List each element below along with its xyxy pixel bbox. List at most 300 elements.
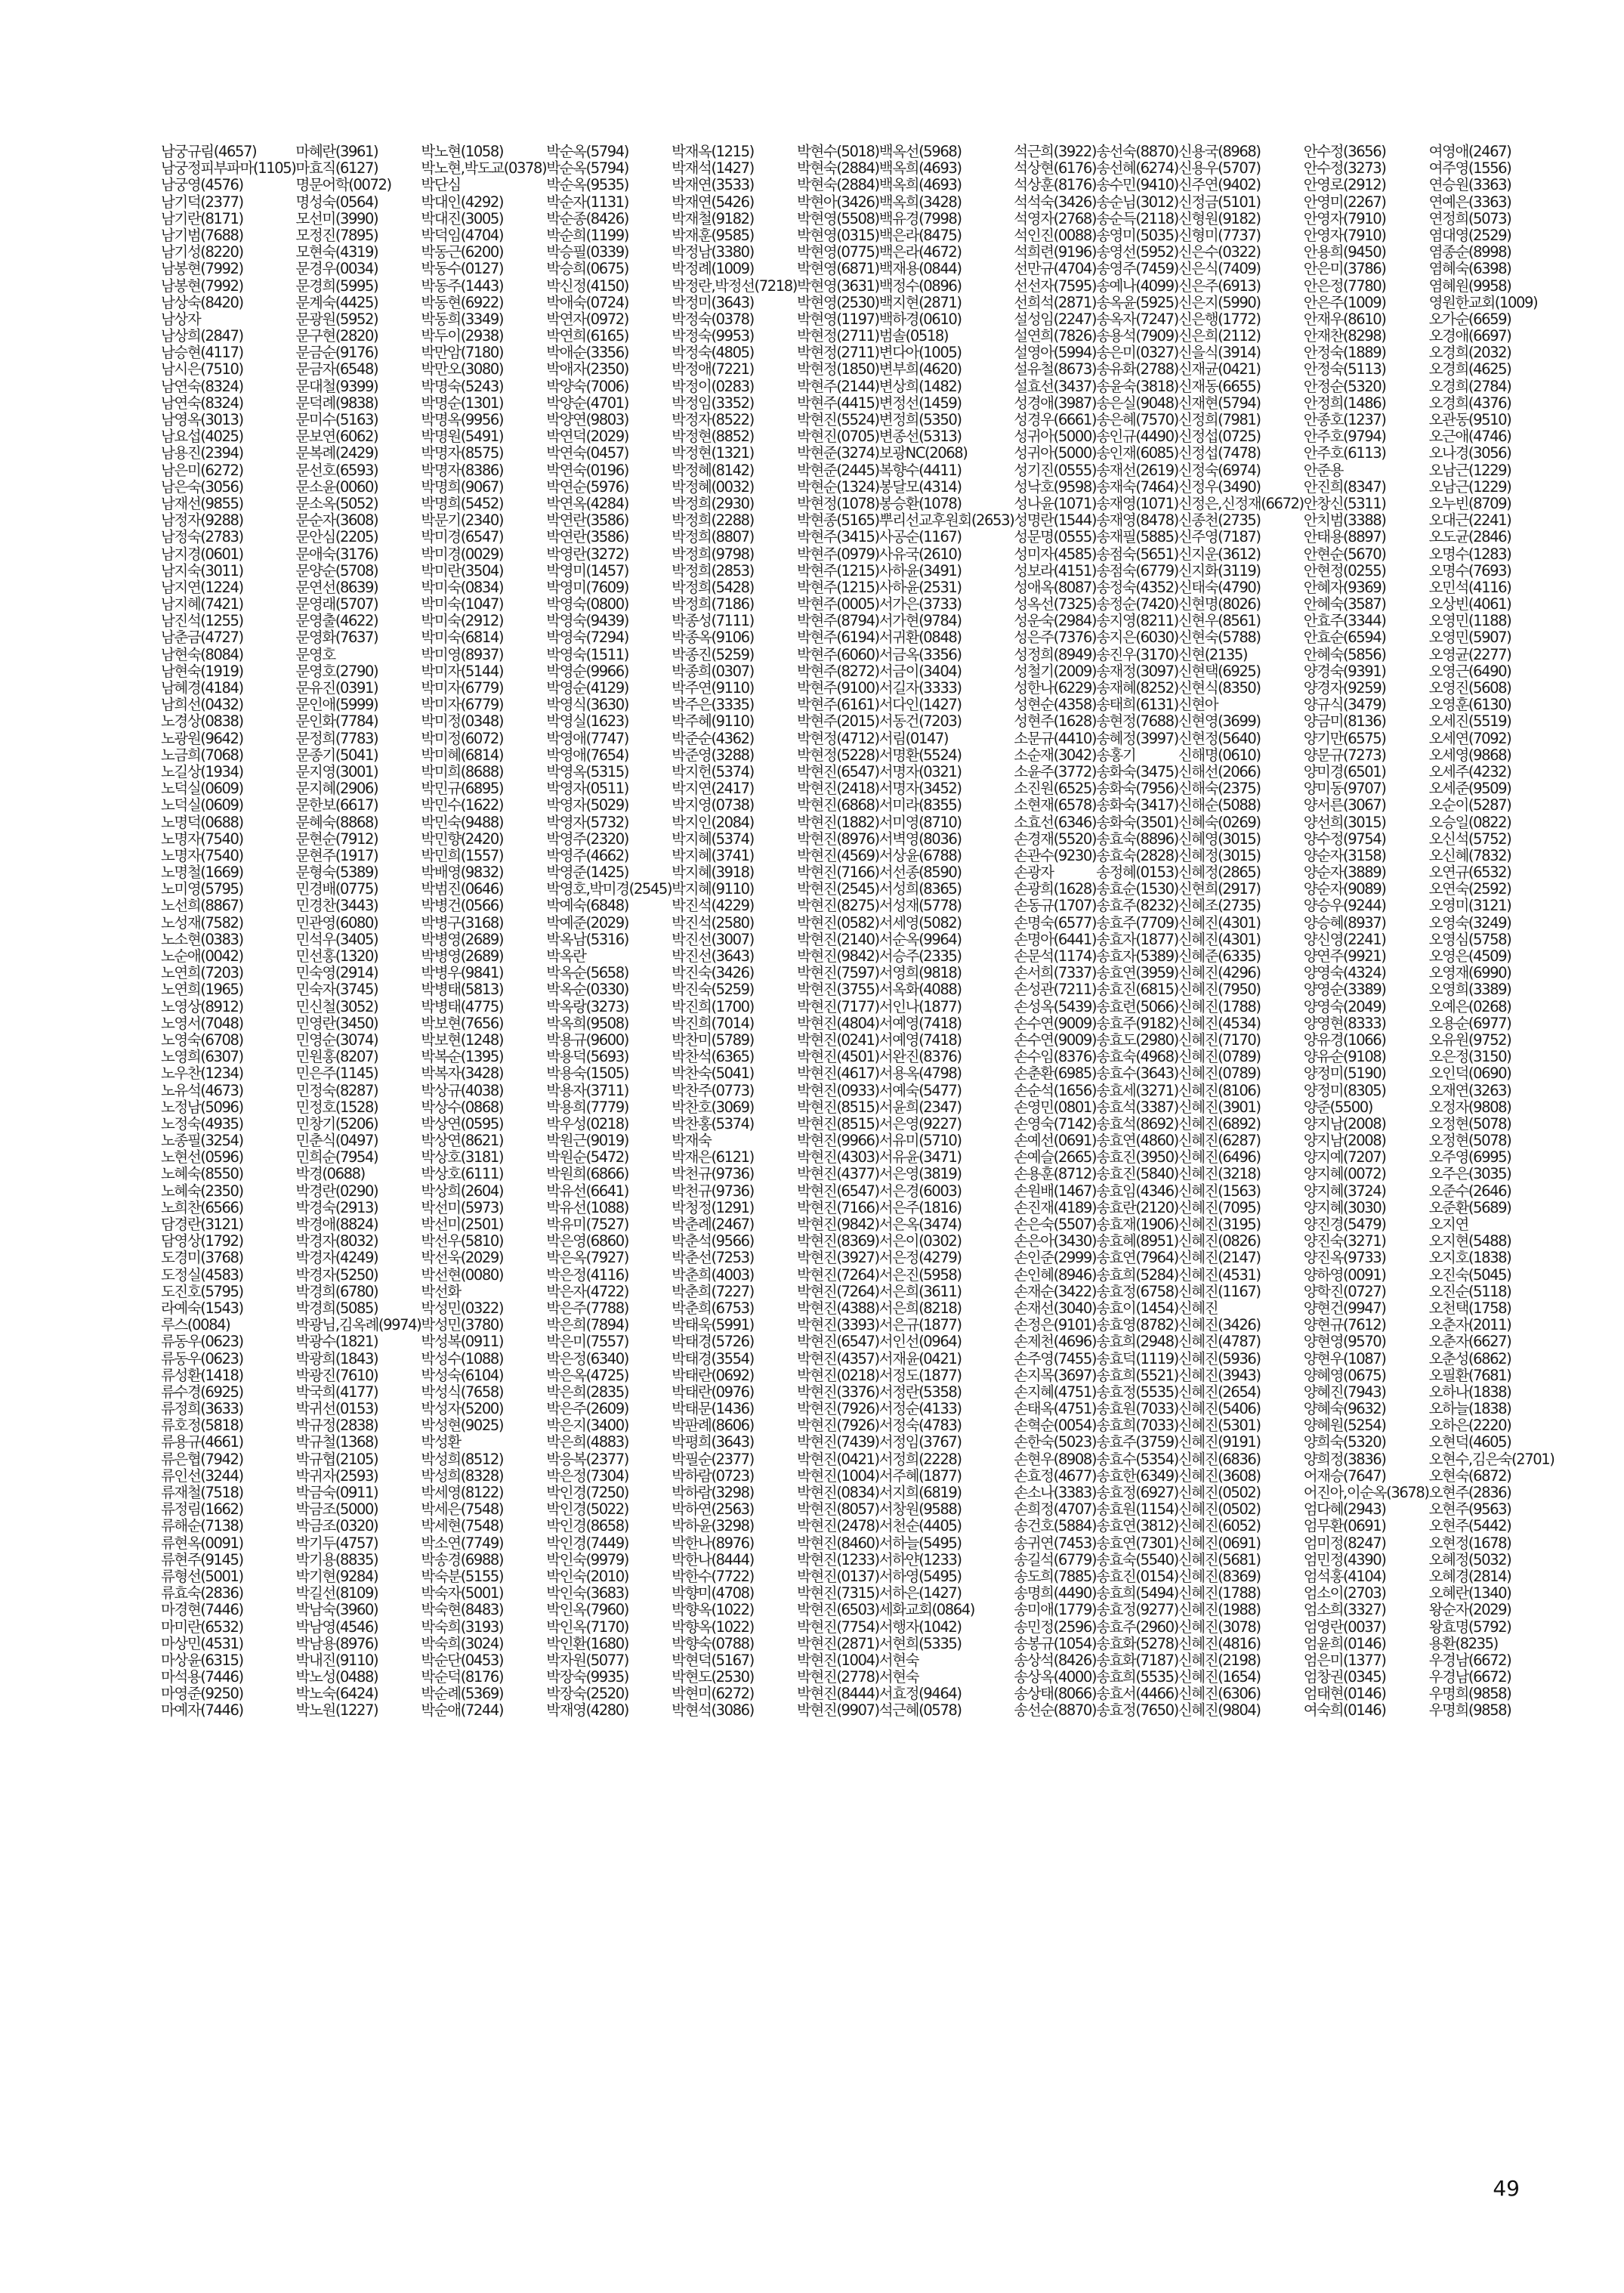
name-entry: 설성임(2247) [1014,310,1097,328]
name-entry: 송효연(3812) [1096,1517,1178,1535]
name-entry: 설효선(3437) [1014,377,1097,395]
donor-name-list [161,143,1555,1720]
name-entry: 박미혜(6814) [421,746,504,764]
name-entry: 박태경(5726) [672,1333,754,1351]
name-entry: 박진숙(5259) [672,981,754,999]
name-entry: 성귀아(5000) [1014,428,1097,446]
name-entry: 서하영(5495) [878,1567,962,1585]
name-entry: 송윤숙(3818) [1096,377,1178,395]
name-entry: 남은숙(3056) [161,477,243,496]
name-entry: 서인나(1877) [878,997,962,1015]
name-entry: 남현숙(8084) [161,645,243,663]
name-entry: 박양연(9803) [546,411,629,428]
name-entry: 박은정(4116) [546,1265,629,1284]
name-entry: 박배영(9832) [421,864,504,882]
name-entry: 안정희(1486) [1303,394,1386,412]
name-entry: 양유경(1066) [1303,1031,1386,1049]
name-entry: 사하윤(2531) [878,578,962,596]
name-entry: 노금희(7068) [161,746,243,764]
name-entry: 남지혜(7421) [161,595,243,613]
name-entry: 양금미(8136) [1303,712,1386,731]
name-entry: 박미자(6779) [421,696,504,714]
name-entry: 손지목(3697) [1014,1366,1097,1384]
name-entry: 서하늘(5495) [878,1534,962,1552]
name-entry: 송재선(2619) [1096,461,1178,479]
name-entry: 손광자 [1014,864,1054,882]
name-entry: 오영재(6990) [1428,964,1511,982]
name-entry: 오지호(1838) [1428,1249,1511,1267]
name-entry: 박찬숙(5041) [672,1065,754,1083]
name-entry: 박지인(2084) [672,813,754,831]
name-entry: 박우성(0218) [546,1114,629,1133]
name-entry: 신혜진(4787) [1178,1333,1261,1351]
name-entry: 서벽영(8036) [878,830,962,848]
name-entry: 박세영(8122) [421,1484,504,1501]
name-entry: 박남영(4546) [295,1618,378,1636]
name-entry: 석석숙(3426) [1014,193,1097,211]
name-entry: 박숙분(5155) [421,1567,504,1585]
name-entry: 박은미(7557) [546,1333,629,1351]
name-entry: 박청정(1291) [672,1198,754,1216]
name-entry: 엄무환(0691) [1303,1517,1386,1535]
name-entry: 박현진(9966) [797,1132,879,1150]
name-entry: 소문규(4410) [1014,729,1097,747]
name-entry: 박현주(9100) [797,679,879,697]
name-entry: 박연옥(4284) [546,494,629,512]
name-entry: 박병건(0566) [421,897,504,915]
name-entry: 박주은(3335) [672,696,754,714]
name-entry: 박태란(0976) [672,1383,754,1401]
name-entry: 박정숙(9953) [672,327,754,345]
name-entry: 박현진(7926) [797,1400,879,1418]
name-entry: 보광NC(2068) [878,444,968,462]
name-entry: 신혜진(0789) [1178,1048,1261,1066]
name-entry: 박영란(3272) [546,545,629,563]
name-entry: 오영은(4509) [1428,947,1511,965]
name-entry: 문양순(5708) [295,561,378,579]
name-entry: 오승일(0822) [1428,813,1511,831]
name-entry: 송진우(3170) [1096,645,1178,663]
name-entry: 박은지(3400) [546,1417,629,1435]
name-entry: 박경숙(2913) [295,1198,378,1216]
name-entry: 박찬홍(5374) [672,1114,754,1133]
name-entry: 박현정(2711) [797,344,879,362]
name-entry: 서세영(5082) [878,913,962,932]
name-entry: 박현진(8515) [797,1098,879,1116]
name-entry: 박은희(7894) [546,1316,629,1334]
name-entry: 송유화(2788) [1096,360,1178,379]
name-entry: 송효영(8782) [1096,1316,1178,1334]
name-entry: 문덕례(9838) [295,394,378,412]
name-entry: 박병구(3168) [421,913,504,932]
name-entry: 문현순(7912) [295,830,378,848]
name-entry: 박현진(4303) [797,1148,879,1167]
name-entry: 송효희(5521) [1096,1366,1178,1384]
name-entry: 박평희(3643) [672,1433,754,1451]
name-entry: 박영실(1623) [546,712,629,731]
name-entry: 송효원(7033) [1096,1400,1178,1418]
name-entry: 노명자(7540) [161,846,243,864]
name-entry: 민영순(3074) [295,1031,378,1049]
name-entry: 박현진(1004) [797,1466,879,1485]
name-entry: 박현진(2545) [797,880,879,898]
name-entry: 오하나(1838) [1428,1383,1511,1401]
name-entry: 성낙호(9598) [1014,477,1097,496]
name-entry: 박상수(0868) [421,1098,504,1116]
name-entry: 박보현(1248) [421,1031,504,1049]
name-entry: 명문어학(0072) [295,176,391,194]
name-entry: 박원희(6866) [546,1165,629,1183]
name-entry: 박동수(0127) [421,260,504,278]
name-entry: 박연순(5976) [546,477,629,496]
name-entry: 성귀아(5000) [1014,444,1097,462]
name-entry: 양지남(2008) [1303,1114,1386,1133]
name-entry: 왕효명(5792) [1428,1618,1511,1636]
name-entry: 신현희(2917) [1178,880,1261,898]
name-entry: 문소옥(5052) [295,494,378,512]
name-entry: 신혜진(1788) [1178,997,1261,1015]
name-entry: 송효석(3387) [1096,1098,1178,1116]
name-entry: 안은주(1009) [1303,293,1386,311]
name-entry: 민정호(1528) [295,1098,378,1116]
name-entry: 신혜조(2735) [1178,897,1261,915]
name-entry: 양유순(9108) [1303,1048,1386,1066]
name-entry: 박하람(0723) [672,1466,754,1485]
name-entry: 박미영(8937) [421,645,504,663]
name-entry: 서지희(6819) [878,1484,962,1501]
name-entry: 박순종(8426) [546,209,629,227]
name-entry: 안혜숙(5856) [1303,645,1386,663]
name-entry: 박현영(5508) [797,209,879,227]
name-entry: 문애숙(3176) [295,545,378,563]
name-entry: 서은이(0302) [878,1232,962,1250]
name-entry: 신현숙(5788) [1178,629,1261,647]
name-entry: 박노현,박도교(0378) [421,159,547,178]
name-entry: 남지경(0601) [161,545,243,563]
name-entry: 양경자(9259) [1303,679,1386,697]
name-entry: 서길자(3333) [878,679,962,697]
name-entry: 손원배(1467) [1014,1182,1097,1200]
name-entry: 사유국(2610) [878,545,962,563]
name-entry: 박자원(5077) [546,1651,629,1669]
name-entry: 노영서(7048) [161,1014,243,1032]
name-entry: 신혜진(2654) [1178,1383,1261,1401]
name-entry: 신주연(9402) [1178,176,1261,194]
name-entry: 손수연(9009) [1014,1014,1097,1032]
name-entry: 손인혜(8946) [1014,1265,1097,1284]
name-entry: 손진재(4189) [1014,1198,1097,1216]
name-entry: 신혜진(1654) [1178,1668,1261,1686]
name-entry: 양혜숙(9632) [1303,1400,1386,1418]
name-entry: 서예영(7418) [878,1031,962,1049]
name-entry: 송효주(2960) [1096,1618,1178,1636]
name-entry: 박숙현(8483) [421,1601,504,1619]
name-entry: 어진아,이순옥(3678) [1303,1484,1429,1501]
name-entry: 안은정(7780) [1303,277,1386,295]
name-entry: 서선종(8590) [878,864,962,882]
name-entry: 손제천(4696) [1014,1333,1097,1351]
name-entry: 오민석(4116) [1428,578,1511,596]
name-entry: 오지현(5488) [1428,1232,1511,1250]
name-entry: 박양숙(7006) [546,377,629,395]
name-entry: 송재정(3097) [1096,662,1178,680]
name-entry: 안재찬(8298) [1303,327,1386,345]
name-entry: 박현진(2478) [797,1517,879,1535]
name-entry: 박현숙(2884) [797,159,879,178]
name-entry: 안주호(6113) [1303,444,1386,462]
name-entry: 송홍기 [1096,746,1136,764]
name-entry: 박정희(8807) [672,528,754,546]
name-entry: 신혜진(5681) [1178,1550,1261,1568]
name-entry: 마경현(7446) [161,1601,243,1619]
name-entry: 박현진(7264) [797,1282,879,1300]
name-entry: 신혜진(0502) [1178,1484,1261,1501]
name-entry: 신혜진(3608) [1178,1466,1261,1485]
name-entry: 손성관(7211) [1014,981,1097,999]
name-entry: 신혜진(6052) [1178,1517,1261,1535]
name-entry: 박향미(4708) [672,1584,754,1602]
name-entry: 박현정(1850) [797,360,879,379]
name-entry: 박천규(9736) [672,1182,754,1200]
name-entry: 송재영(8478) [1096,511,1178,530]
name-entry: 오춘성(6862) [1428,1349,1511,1367]
name-entry: 박소연(7749) [421,1534,504,1552]
name-entry: 문정희(7783) [295,729,378,747]
name-entry: 류효숙(2836) [161,1584,243,1602]
name-entry: 문영출(4622) [295,612,378,630]
name-entry: 박규철(1368) [295,1433,378,1451]
name-entry: 남지연(1224) [161,578,243,596]
name-entry: 박명자(8386) [421,461,504,479]
name-entry: 송효자(1877) [1096,930,1178,948]
name-entry: 박미숙(6814) [421,629,504,647]
name-entry: 양서른(3067) [1303,796,1386,814]
name-entry: 엄소이(2703) [1303,1584,1386,1602]
name-entry: 송효연(7964) [1096,1249,1178,1267]
name-entry: 박민희(1557) [421,846,504,864]
name-entry: 양기만(6575) [1303,729,1386,747]
name-entry: 박보현(7656) [421,1014,504,1032]
name-entry: 손재선(3040) [1014,1299,1097,1317]
name-entry: 송효석(8692) [1096,1114,1178,1133]
name-entry: 신혜진(7950) [1178,981,1261,999]
name-entry: 박선우(5810) [421,1232,504,1250]
name-entry: 신혜진(1167) [1178,1282,1261,1300]
name-entry: 안혜자(9369) [1303,578,1386,596]
name-entry: 신정섭(7478) [1178,444,1261,462]
name-entry: 박옥남(5316) [546,930,629,948]
name-entry: 박정이(0283) [672,377,754,395]
name-entry: 박인숙(3683) [546,1584,629,1602]
name-entry: 손문석(1174) [1014,947,1097,965]
name-entry: 박은정(6340) [546,1349,629,1367]
name-entry: 남진석(1255) [161,612,243,630]
name-entry: 문영호 [295,645,335,663]
name-entry: 박성민(0322) [421,1299,504,1317]
name-entry: 박대진(3005) [421,209,504,227]
name-entry: 성애옥(8087) [1014,578,1097,596]
name-entry: 양수정(9754) [1303,830,1386,848]
name-entry: 서완진(8376) [878,1048,962,1066]
name-entry: 박경희(5085) [295,1299,378,1317]
name-entry: 남봉현(7992) [161,260,243,278]
name-entry: 박현진(7315) [797,1584,879,1602]
name-entry: 손영숙(7142) [1014,1114,1097,1133]
name-entry: 마혜란(3961) [295,143,378,160]
name-entry: 양승혜(8937) [1303,913,1386,932]
name-entry: 송효숙(4968) [1096,1048,1178,1066]
name-entry: 박미숙(2912) [421,612,504,630]
name-entry: 양미경(6501) [1303,762,1386,780]
name-entry: 박찬석(6365) [672,1048,754,1066]
name-entry: 박순자(1131) [546,193,629,211]
name-entry: 염혜숙(6398) [1428,260,1511,278]
name-entry: 박영주(2320) [546,830,629,848]
name-entry: 담영상(1792) [161,1232,243,1250]
name-entry: 오현수,김은숙(2701) [1428,1450,1555,1468]
name-entry: 문종기(5041) [295,746,378,764]
name-entry: 백은라(4672) [878,243,962,261]
name-entry: 안영미(2267) [1303,193,1386,211]
name-column [296,144,421,1720]
name-entry: 송귀연(7453) [1014,1534,1097,1552]
name-column [1304,144,1429,1720]
name-entry: 민숙영(2914) [295,964,378,982]
name-entry: 박한나(8444) [672,1550,754,1568]
name-entry: 서정숙(4783) [878,1417,962,1435]
name-entry: 오영숙(3249) [1428,913,1511,932]
name-entry: 신현우(8561) [1178,612,1261,630]
name-entry: 안혜숙(3587) [1303,595,1386,613]
name-entry: 박지혜(9110) [672,880,754,898]
name-entry: 오세준(9509) [1428,780,1511,798]
name-entry: 박미숙(0834) [421,578,504,596]
name-entry: 신혜진(3426) [1178,1316,1261,1334]
name-entry: 박현진(7597) [797,964,879,982]
name-entry: 송점숙(5651) [1096,545,1178,563]
name-entry: 손명아(6441) [1014,930,1097,948]
name-entry: 손춘환(6985) [1014,1065,1097,1083]
name-entry: 송수민(9410) [1096,176,1178,194]
name-entry: 노소현(0383) [161,930,243,948]
name-entry: 박경애(8824) [295,1216,378,1233]
name-entry: 서현숙 [878,1668,919,1686]
name-entry: 오영진(5608) [1428,679,1511,697]
name-entry: 박은정(7304) [546,1466,629,1485]
name-entry: 노경상(0838) [161,712,243,731]
name-entry: 박춘선(7253) [672,1249,754,1267]
name-entry: 박연자(0972) [546,310,629,328]
name-entry: 박성민(3780) [421,1316,504,1334]
name-entry: 박선화 [421,1282,461,1300]
name-entry: 서명자(3452) [878,780,962,798]
name-entry: 박준순(4362) [672,729,754,747]
name-entry: 엄다혜(2943) [1303,1500,1386,1519]
name-entry: 손효정(4677) [1014,1466,1097,1485]
name-entry: 안재우(8610) [1303,310,1386,328]
name-entry: 신지운(3612) [1178,545,1261,563]
name-entry: 박순희(1199) [546,226,629,244]
name-entry: 엄석홍(4104) [1303,1567,1386,1585]
name-entry: 박귀선(0153) [295,1400,378,1418]
name-entry: 라예숙(1543) [161,1299,243,1317]
name-entry: 신혜진(1788) [1178,1584,1261,1602]
name-entry: 박민규(6895) [421,780,504,798]
name-entry: 박미희(8688) [421,762,504,780]
name-entry: 신을식(3914) [1178,344,1261,362]
name-entry: 성한나(6229) [1014,679,1097,697]
name-entry: 남상숙(8420) [161,293,243,311]
name-entry: 소윤주(3772) [1014,762,1097,780]
name-entry: 송현정(7688) [1096,712,1178,731]
name-entry: 박정숙(4805) [672,344,754,362]
name-entry: 설연희(7826) [1014,327,1097,345]
name-entry: 소현재(6578) [1014,796,1097,814]
name-entry: 신혜진(0789) [1178,1065,1261,1083]
name-entry: 엄윤희(0146) [1303,1634,1386,1652]
name-entry: 류동우(0623) [161,1333,243,1351]
name-entry: 박광수(1821) [295,1333,378,1351]
name-entry: 박현진(4804) [797,1014,879,1032]
name-entry: 신혜진(6287) [1178,1132,1261,1150]
name-entry: 송효련(5066) [1096,997,1178,1015]
name-entry: 오유원(9752) [1428,1031,1511,1049]
name-entry: 성철기(2009) [1014,662,1097,680]
name-entry: 박지혜(3741) [672,846,754,864]
name-entry: 신정희(7981) [1178,411,1261,428]
name-entry: 박현진(1004) [797,1651,879,1669]
name-entry: 박영숙(9439) [546,612,629,630]
name-entry: 오나경(3056) [1428,444,1511,462]
name-entry: 박옥란 [546,947,586,965]
name-entry: 손은아(3430) [1014,1232,1097,1250]
name-entry: 박선현(0080) [421,1265,504,1284]
name-entry: 백옥희(4693) [878,176,962,194]
name-entry: 서정도(1877) [878,1366,962,1384]
name-entry: 박송경(6988) [421,1550,504,1568]
name-entry: 오영미(3121) [1428,897,1511,915]
name-entry: 사공순(1167) [878,528,962,546]
name-entry: 남연숙(8324) [161,394,243,412]
name-entry: 신은희(2112) [1178,327,1261,345]
name-column [546,144,672,1720]
name-entry: 오인덕(0690) [1428,1065,1511,1083]
name-entry: 안준용 [1303,461,1344,479]
name-entry: 석상훈(8176) [1014,176,1097,194]
name-entry: 안태용(8897) [1303,528,1386,546]
name-entry: 송효서(4466) [1096,1685,1178,1703]
name-entry: 송태희(6131) [1096,696,1178,714]
name-entry: 박현진(1233) [797,1550,879,1568]
name-entry: 박성현(9025) [421,1417,504,1435]
name-entry: 봉승환(1078) [878,494,962,512]
name-entry: 오영훈(6130) [1428,696,1511,714]
name-entry: 서순옥(9964) [878,930,962,948]
name-column [161,144,296,1720]
name-entry: 양영숙(4324) [1303,964,1386,982]
name-entry: 박현진(0834) [797,1484,879,1501]
name-entry: 박경희(6780) [295,1282,378,1300]
name-entry: 박금조(5000) [295,1500,378,1519]
name-entry: 송정혜(0153) [1096,864,1178,882]
name-entry: 박춘석(9566) [672,1232,754,1250]
name-entry: 박경자(4249) [295,1249,378,1267]
name-entry: 류현주(9145) [161,1550,243,1568]
name-entry: 박명자(8575) [421,444,504,462]
name-entry: 범솔(0518) [878,327,949,345]
name-entry: 노광원(9642) [161,729,243,747]
name-entry: 손인준(2999) [1014,1249,1097,1267]
